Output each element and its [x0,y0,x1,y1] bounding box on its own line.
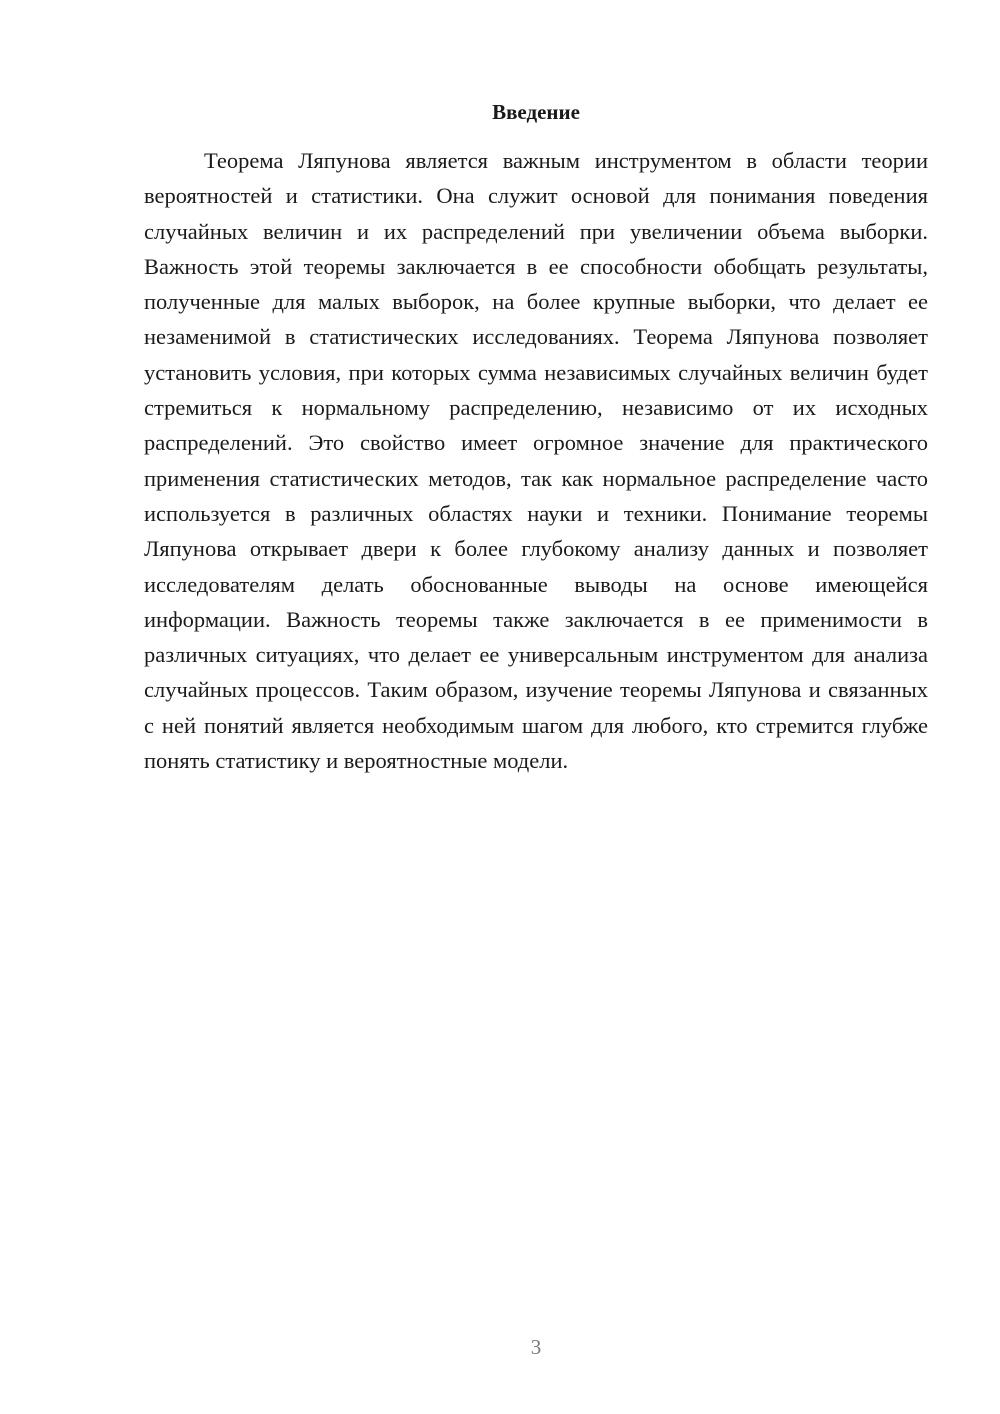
body-paragraph: Теорема Ляпунова является важным инструментом в области теории вероятностей и статистики. Она служит основой для понимания поведения случайных величин и их распределений при увеличении объема выборки. Важность этой теоремы заключается в ее способности обобщать результаты, полученные для малых выборок, на более крупные выборки, что делает ее незаменимой в статистических исследованиях. Теорема Ляпунова позволяет установить условия, при которых сумма независимых случайных величин будет стремиться к нормальному распределению, независимо от их исходных распределений. Это свойство имеет огромное значение для практического применения статистических методов, так как нормальное распределение часто используется в различных областях науки и техники. Понимание теоремы Ляпунова открывает двери к более глубокому анализу данных и позволяет исследователям делать обоснованные выводы на основе имеющейся информации. Важность теоремы также заключается в ее применимости в различных ситуациях, что делает ее универсальным инструментом для анализа случайных процессов. Таким образом, изучение теоремы Ляпунова и связанных с ней понятий является необходимым шагом для любого, кто стремится глубже понять статистику и вероятностные модели. [144,148,928,774]
page-number: 3 [530,1335,542,1359]
section-heading: Введение [492,100,580,124]
